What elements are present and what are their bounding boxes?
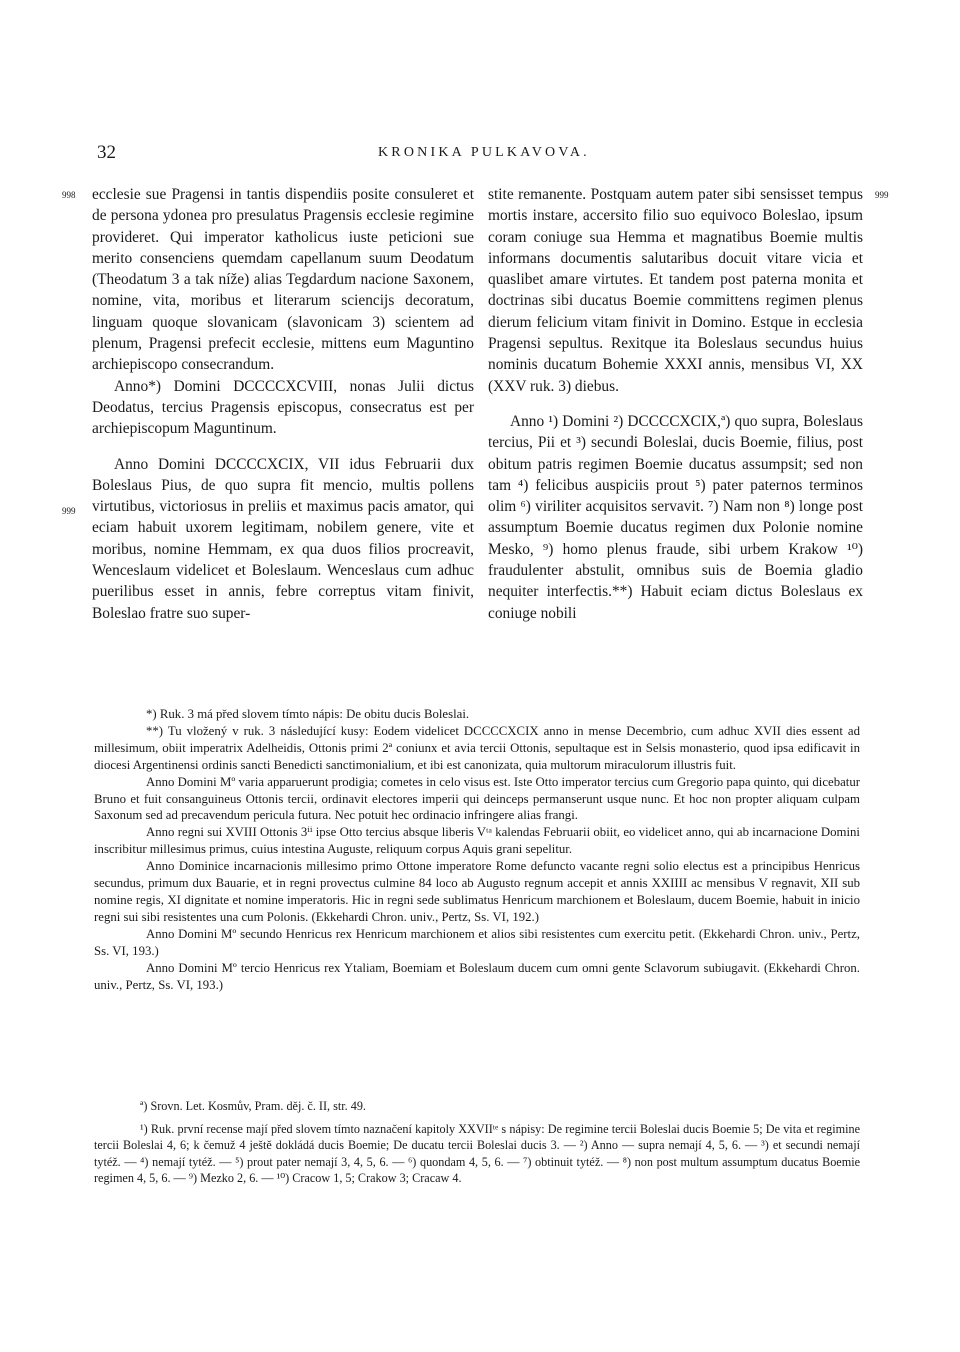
right-text-column <box>488 184 863 624</box>
paragraph: Anno*) Domini DCCCCXCVIII, nonas Julii dictus Deodatus, tercius Pragensis episcopus, consecratus est per archiepiscopum Maguntinum. <box>92 377 474 438</box>
footnotes-block <box>94 706 860 993</box>
variant-note: ¹) Ruk. první recense mají před slovem tímto naznačení kapitoly XXVIIᵗᵉ s nápisy: De regimine tercii Boleslai ducis Boemie 5; De vita et regimine tercii Boleslai 4, 6; k čemuž 4 ještě dokládá ducis Boemie; De ducatu tercii Boleslai ducis 3. — ²) Anno — supra nemají 4, 5, 6. — ³) et secundi nemají tytéž. — ⁴) nemají tytéž. — ⁵) prout pater nemají 3, 4, 5, 6. — ⁶) quondam 4, 5, 6. — ⁷) obtinuit tytéž. — ⁸) non post multum assumptum ducatus Boemie regimen 4, 5, 6. — ⁹) Mezko 2, 6. — ¹⁰) Cracow 1, 5; Crakow 3; Cracaw 4. <box>94 1121 860 1185</box>
margin-year-left-999: 999 <box>62 506 76 516</box>
paragraph: stite remanente. Postquam autem pater sibi sensisset tempus mortis instare, accersito filio suo equivoco Boleslao, ipsum coram coniuge sua Hemma et magnatibus Boemie multis informans documentis salutaribus docuit vitare vicia et quaslibet amare virtutes. Et tandem post paterna monita et doctrinas sibi ducatus Boemie committens regimen plenus dierum felicium vitam finivit in Domino. Estque in ecclesia Pragensi sepultus. Rexitque ita Boleslaus secundus huius nominis ducatum Bohemie XXXI annis, mensibus VI, XX (XXV ruk. 3) diebus. <box>488 186 863 395</box>
footnote: Anno Dominice incarnacionis millesimo primo Ottone imperatore Rome defuncto vacante regni solio electus est a principibus Henricus secundus, primum dux Bauarie, et in regni provectus culmine 84 loco ab Augusto regnum accepit et annis XXIIII ac mensibus V regnavit, XII sub nomine regis, XI dignitate et nomine imperatoris. Hic in regni sede sublimatus Henricum marchionem et Boleslaum, ducem Boemie, habuit in inicio regni sui sibi resistentes una cum Polonis. (Ekkehardi Chron. univ., Pertz, Ss. VI, 192.) <box>94 859 860 924</box>
footnote: Anno regni sui XVIII Ottonis 3ⁱⁱ ipse Otto tercius absque liberis Vᵗᵃ kalendas Februarii obiit, eo videlicet anno, qui ab incarnacione Domini inscribitur millesimus primus, cuius intestina Auguste, reliquum corpus Aquis grani sepelitur. <box>94 825 860 857</box>
variant-notes-block <box>94 1098 860 1193</box>
footnote: Anno Domini Mº tercio Henricus rex Ytaliam, Boemiam et Boleslaum ducem cum omni gente Sclavorum subiugavit. (Ekkehardi Chron. univ., Pertz, Ss. VI, 193.) <box>94 960 860 992</box>
footnote: Anno Domini Mº varia apparuerunt prodigia; cometes in celo visus est. Iste Otto imperator tercius cum Gregorio papa quinto, qui dicebatur Bruno et fuit consanguineus Ottonis tercii, ordinavit electores imperii qui deinceps permanserunt usque nunc. Et hoc non propter aliquam culpam Saxonum sed ad precavendum pericula futura. Nec potuit hec ordinacio infringere alias frangi. <box>94 774 861 823</box>
paragraph: Anno ¹) Domini ²) DCCCCXCIX,ª) quo supra, Boleslaus tercius, Pii et ³) secundi Boleslai, ducis Boemie, filius, post obitum patris regimen Boemie ducatus assumpsit; sed non tam ⁴) felicibus auspiciis prout ⁵) pater paternos terminos olim ⁶) viriliter acquisitos servavit. ⁷) Nam non ⁸) longe post assumptum Boemie ducatus regimen dux Polonie nomine Mesko, ⁹) homo plenus fraude, sibi urbem Krakow ¹⁰) fraudulenter abstulit, omnibus suis de Boemia gladio nequiter interfectis.**) Habuit eciam dictus Boleslaus ex coniuge nobili <box>488 412 863 622</box>
margin-year-right-999: 999 <box>875 190 889 200</box>
left-text-column <box>92 184 474 624</box>
footnote: Anno Domini Mº secundo Henricus rex Henricum marchionem et alios sibi resistentes cum exercitu petit. (Ekkehardi Chron. univ., Pertz, Ss. VI, 193.) <box>94 926 860 958</box>
paragraph: Anno Domini DCCCCXCIX, VII idus Februarii dux Boleslaus Pius, de quo supra fit mencio, multis pollens virtutibus, victoriosus in preliis et maximus pacis amator, qui eciam habuit uxorem legitimam, nobilem genere, vite et moribus, nomine Hemmam, ex qua duos filios procreavit, Wenceslaum videlicet et Boleslaum. Wenceslaus cum adhuc puerilibus esset in annis, febre correptus vitam finivit, Boleslao fratre suo super- <box>92 455 474 622</box>
page-number: 32 <box>97 142 116 163</box>
variant-note: ª) Srovn. Let. Kosmův, Pram. děj. č. II, str. 49. <box>140 1099 366 1113</box>
footnote: *) Ruk. 3 má před slovem tímto nápis: De obitu ducis Boleslai. <box>146 707 470 721</box>
paragraph: ecclesie sue Pragensi in tantis dispendiis posite consuleret et de persona ydonea pro presulatus Pragensis ecclesie regimine provideret. Qui imperator katholicus iuste peticioni sue merito consenciens quemdam capellanum suum Deodatum (Theodatum 3 a tak níže) alias Tegdardum nacione Saxonem, nomine, vita, moribus et literarum sciencijs decoratum, linguam quoque slovanicam (slavonicam 3) scientem ad plenum, Pragensi prefecit ecclesie, mittens eum Maguntino archiepiscopo consecrandum. <box>92 186 474 374</box>
running-title: KRONIKA PULKAVOVA. <box>378 145 590 160</box>
margin-year-left-998: 998 <box>62 190 76 200</box>
footnote: **) Tu vložený v ruk. 3 následující kusy: Eodem videlicet DCCCCXCIX anno in mense Decembrio, cum adhuc XVII dies essent ad millesimum, obiit imperatrix Adelheidis, Ottonis primi 2ª coniunx et avia tercii Ottonis, sepultaque est in Selsis monasterio, quod ipsa edificavit in diocesi Argentinensi ordinis sancti Benedicti sanctimonialium, et ibi est canonizata, quia multorum miraculorum illustris fuit. <box>94 723 860 772</box>
